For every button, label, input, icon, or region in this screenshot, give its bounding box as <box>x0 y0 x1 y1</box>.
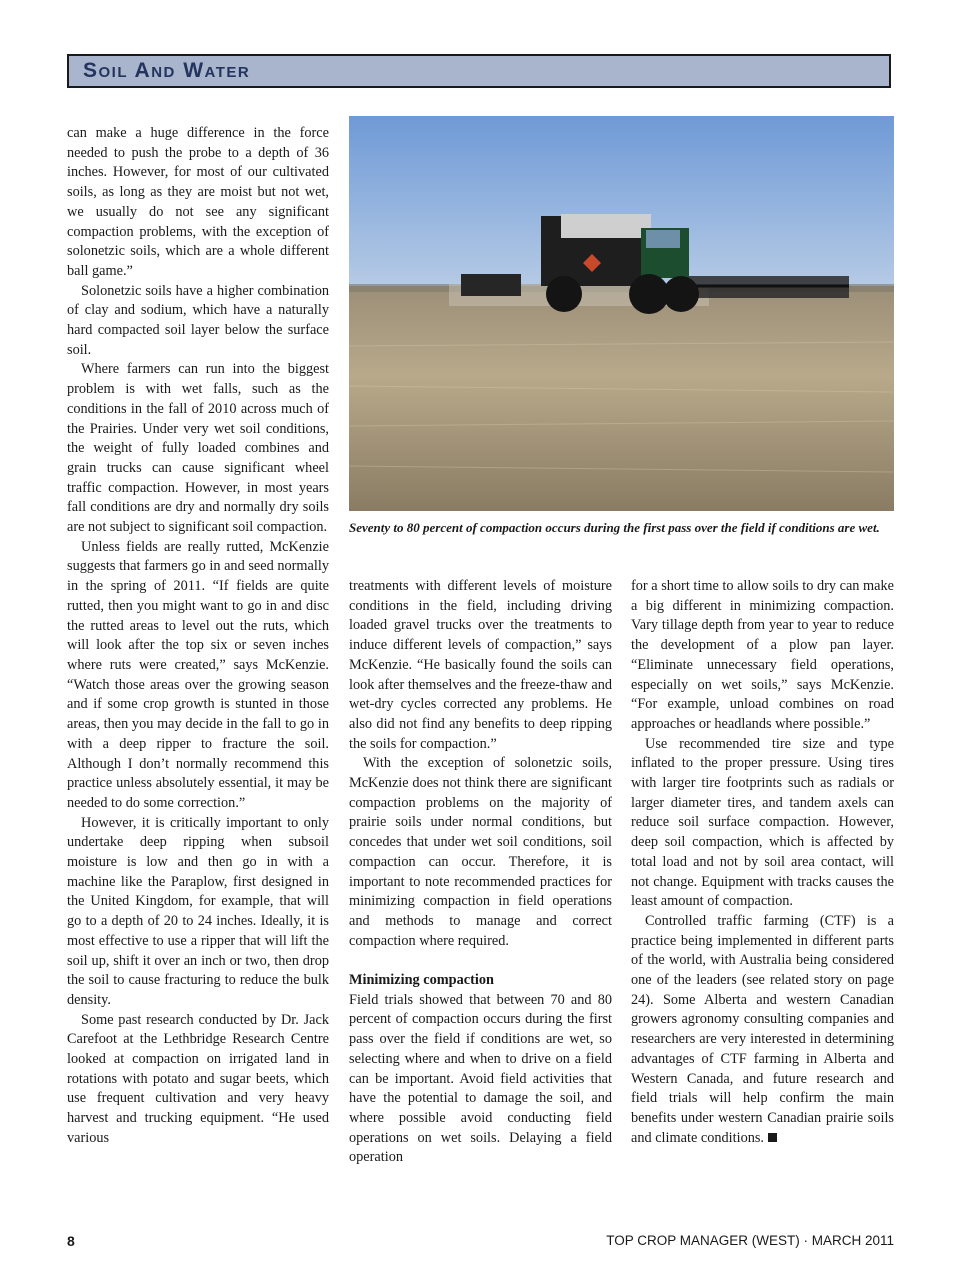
paragraph: Unless fields are really rutted, McKenzie suggests that farmers go in and seed normally in the spring of 2011. “If fields are quite rutted, then you might want to go in and disc the rutted areas to level out the ruts, which will look after the top six or seven inches where ruts were created,” says McKenzie. “Watch those areas over the growing season and if some crop growth is stunted in those areas, then you may decide in the fall to go in with a deep ripper to fracture the soil. Although I don’t normally recommend this practice unless absolutely essential, it may be needed to do some correction.” <box>67 538 329 811</box>
paragraph: Solonetzic soils have a higher combination of clay and sodium, which have a naturally hard compacted soil layer below the surface soil. <box>67 282 329 358</box>
paragraph: Use recommended tire size and type inflated to the proper pressure. Using tires with larger tire footprints such as radials or larger diameter tires, and tandem axels can reduce soil surface compaction. However, deep soil compaction, which is affected by total load and not by soil area contact, will not change. Equipment with tracks causes the least amount of compaction. <box>631 735 894 910</box>
paragraph: treatments with different levels of moisture conditions in the field, including driving loaded gravel trucks over the treatments to induce different levels of compaction,” says McKenzie. “He basically found the soils can look after themselves and the freeze-thaw and wet-dry cycles corrected any problems. He also did not find any benefits to deep ripping the soils for compaction.” <box>349 578 612 752</box>
article-column-1 <box>67 124 329 1149</box>
photo-caption: Seventy to 80 percent of compaction occurs during the first pass over the field if conditions are wet. <box>349 520 880 535</box>
paragraph: can make a huge difference in the force needed to push the probe to a depth of 36 inches. However, for most of our cultivated soils, as long as they are moist but not wet, we usually do not see any significant compaction problems, with the exception of solonetzic soils, which are a whole different ball game.” <box>67 125 329 279</box>
section-header-bar <box>67 54 891 88</box>
paragraph-final <box>631 912 894 1148</box>
end-of-article-mark <box>768 1133 777 1142</box>
paragraph-text: Controlled traffic farming (CTF) is a practice being implemented in different parts of the world, with Australia being considered one of the leaders (see related story on page 24). Some Alberta and western Canadian growers agronomy consulting companies and researchers are very interested in determining advantages of CTF farming in Alberta and Western Canada, and future research and field trials will help confirm the main benefits under western Canadian prairie soils and climate conditions. <box>631 912 894 1146</box>
paragraph: for a short time to allow soils to dry can make a big different in minimizing compaction. Vary tillage depth from year to year to reduce the development of a plow pan layer. “Eliminate unnecessary field operations, especially on wet soils,” says McKenzie. “For example, unload combines on road approaches or headlands where possible.” <box>631 578 894 732</box>
article-column-2 <box>349 577 612 1168</box>
subheading: Minimizing compaction <box>349 972 494 989</box>
paragraph: Field trials showed that between 70 and 80 percent of compaction occurs during the first pass over the field if conditions are wet, so selecting where and when to drive on a field can be important. Avoid field activities that have the potential to damage the soil, and where possible avoid conducting field operations on wet soils. Delaying a field operation <box>349 991 612 1166</box>
paragraph: With the exception of solonetzic soils, McKenzie does not think there are significant compaction problems on the majority of prairie soils under normal conditions, but concedes that under wet soil conditions, soil compaction can occur. Therefore, it is important to note recommended practices for minimizing compaction in field operations and methods to manage and correct compaction where required. <box>349 755 612 949</box>
tractor-field-photo <box>349 116 894 511</box>
paragraph: Some past research conducted by Dr. Jack Carefoot at the Lethbridge Research Centre looked at compaction on irrigated land in rotations with potato and sugar beets, which use frequent cultivation and very heavy harvest and trucking equipment. “He used various <box>67 1011 329 1146</box>
paragraph: Where farmers can run into the biggest problem is with wet falls, such as the conditions in the fall of 2010 across much of the Prairies. Under very wet soil conditions, the weight of fully loaded combines and grain trucks can cause significant wheel traffic compaction. However, in most years fall conditions are dry and normally dry soils are not subject to significant soil compaction. <box>67 361 329 536</box>
article-column-3 <box>631 577 894 1148</box>
section-title: Soil And Water <box>83 59 251 82</box>
page-number: 8 <box>67 1233 75 1249</box>
paragraph: However, it is critically important to only undertake deep ripping when subsoil moisture is low and then go in with a machine like the Paraplow, first designed in the United Kingdom, for example, that will go to a depth of 20 to 24 inches. Ideally, it is most effective to use a ripper that will lift the soil up, shift it over an inch or two, then drop the soil to cause fracturing to reduce the bulk density. <box>67 814 329 1008</box>
publication-footer: TOP CROP MANAGER (WEST) · MARCH 2011 <box>606 1233 894 1248</box>
